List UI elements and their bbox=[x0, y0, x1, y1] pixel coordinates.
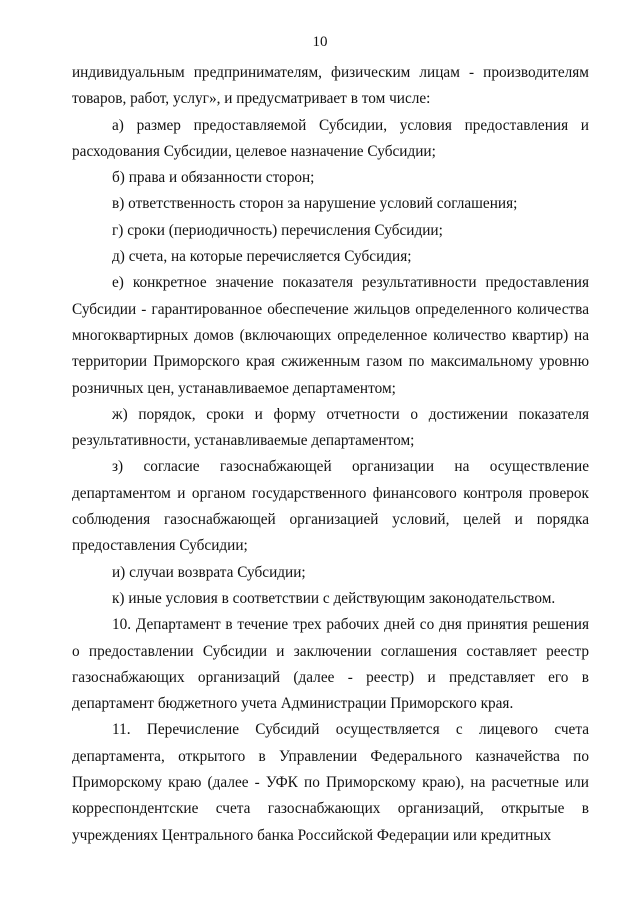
paragraph-clause-11: 11. Перечисление Субсидий осуществляется с лицевого счета департамента, открытого в Управлении Федерального казначейства по Приморскому краю (далее - УФК по Приморскому краю), на расчетные или корреспондентские счета газоснабжающих организаций, открытые в учреждениях Центрального банка Российской Федерации или кредитных bbox=[72, 721, 589, 844]
paragraph-item-b: б) права и обязанности сторон; bbox=[112, 169, 315, 187]
paragraph-clause-10: 10. Департамент в течение трех рабочих дней со дня принятия решения о предоставлении Субсидии и заключении соглашения составляет реестр газоснабжающих организаций (далее - реестр) и представляет его в департамент бюджетного учета Администрации Приморского края. bbox=[72, 616, 589, 713]
paragraph-item-d: д) счета, на которые перечисляется Субсидия; bbox=[112, 248, 412, 266]
paragraph-item-i: и) случаи возврата Субсидии; bbox=[112, 563, 306, 581]
paragraph-item-e: е) конкретное значение показателя результативности предоставления Субсидии - гарантированное обеспечение жильцов определенного количества многоквартирных домов (включающих определенное количество квартир) на территории Приморского края сжиженным газом по максимальному уровню розничных цен, устанавливаемое департаментом; bbox=[72, 274, 589, 397]
document-body bbox=[72, 60, 589, 849]
paragraph-intro-continuation: индивидуальным предпринимателям, физическим лицам - производителям товаров, работ, услуг», и предусматривает в том числе: bbox=[72, 64, 589, 108]
page-number: 10 bbox=[312, 34, 328, 50]
paragraph-item-g: г) сроки (периодичность) перечисления Субсидии; bbox=[112, 221, 443, 239]
paragraph-item-zh: ж) порядок, сроки и форму отчетности о достижении показателя результативности, устанавливаемые департаментом; bbox=[72, 405, 589, 450]
paragraph-item-k: к) иные условия в соответствии с действующим законодательством. bbox=[112, 589, 556, 607]
paragraph-item-v: в) ответственность сторон за нарушение условий соглашения; bbox=[112, 195, 518, 213]
paragraph-item-z: з) согласие газоснабжающей организации на осуществление департаментом и органом государственного финансового контроля проверок соблюдения газоснабжающей организацией условий, целей и порядка предоставления Субсидии; bbox=[72, 458, 589, 555]
paragraph-item-a: а) размер предоставляемой Субсидии, условия предоставления и расходования Субсидии, целевое назначение Субсидии; bbox=[72, 116, 589, 160]
